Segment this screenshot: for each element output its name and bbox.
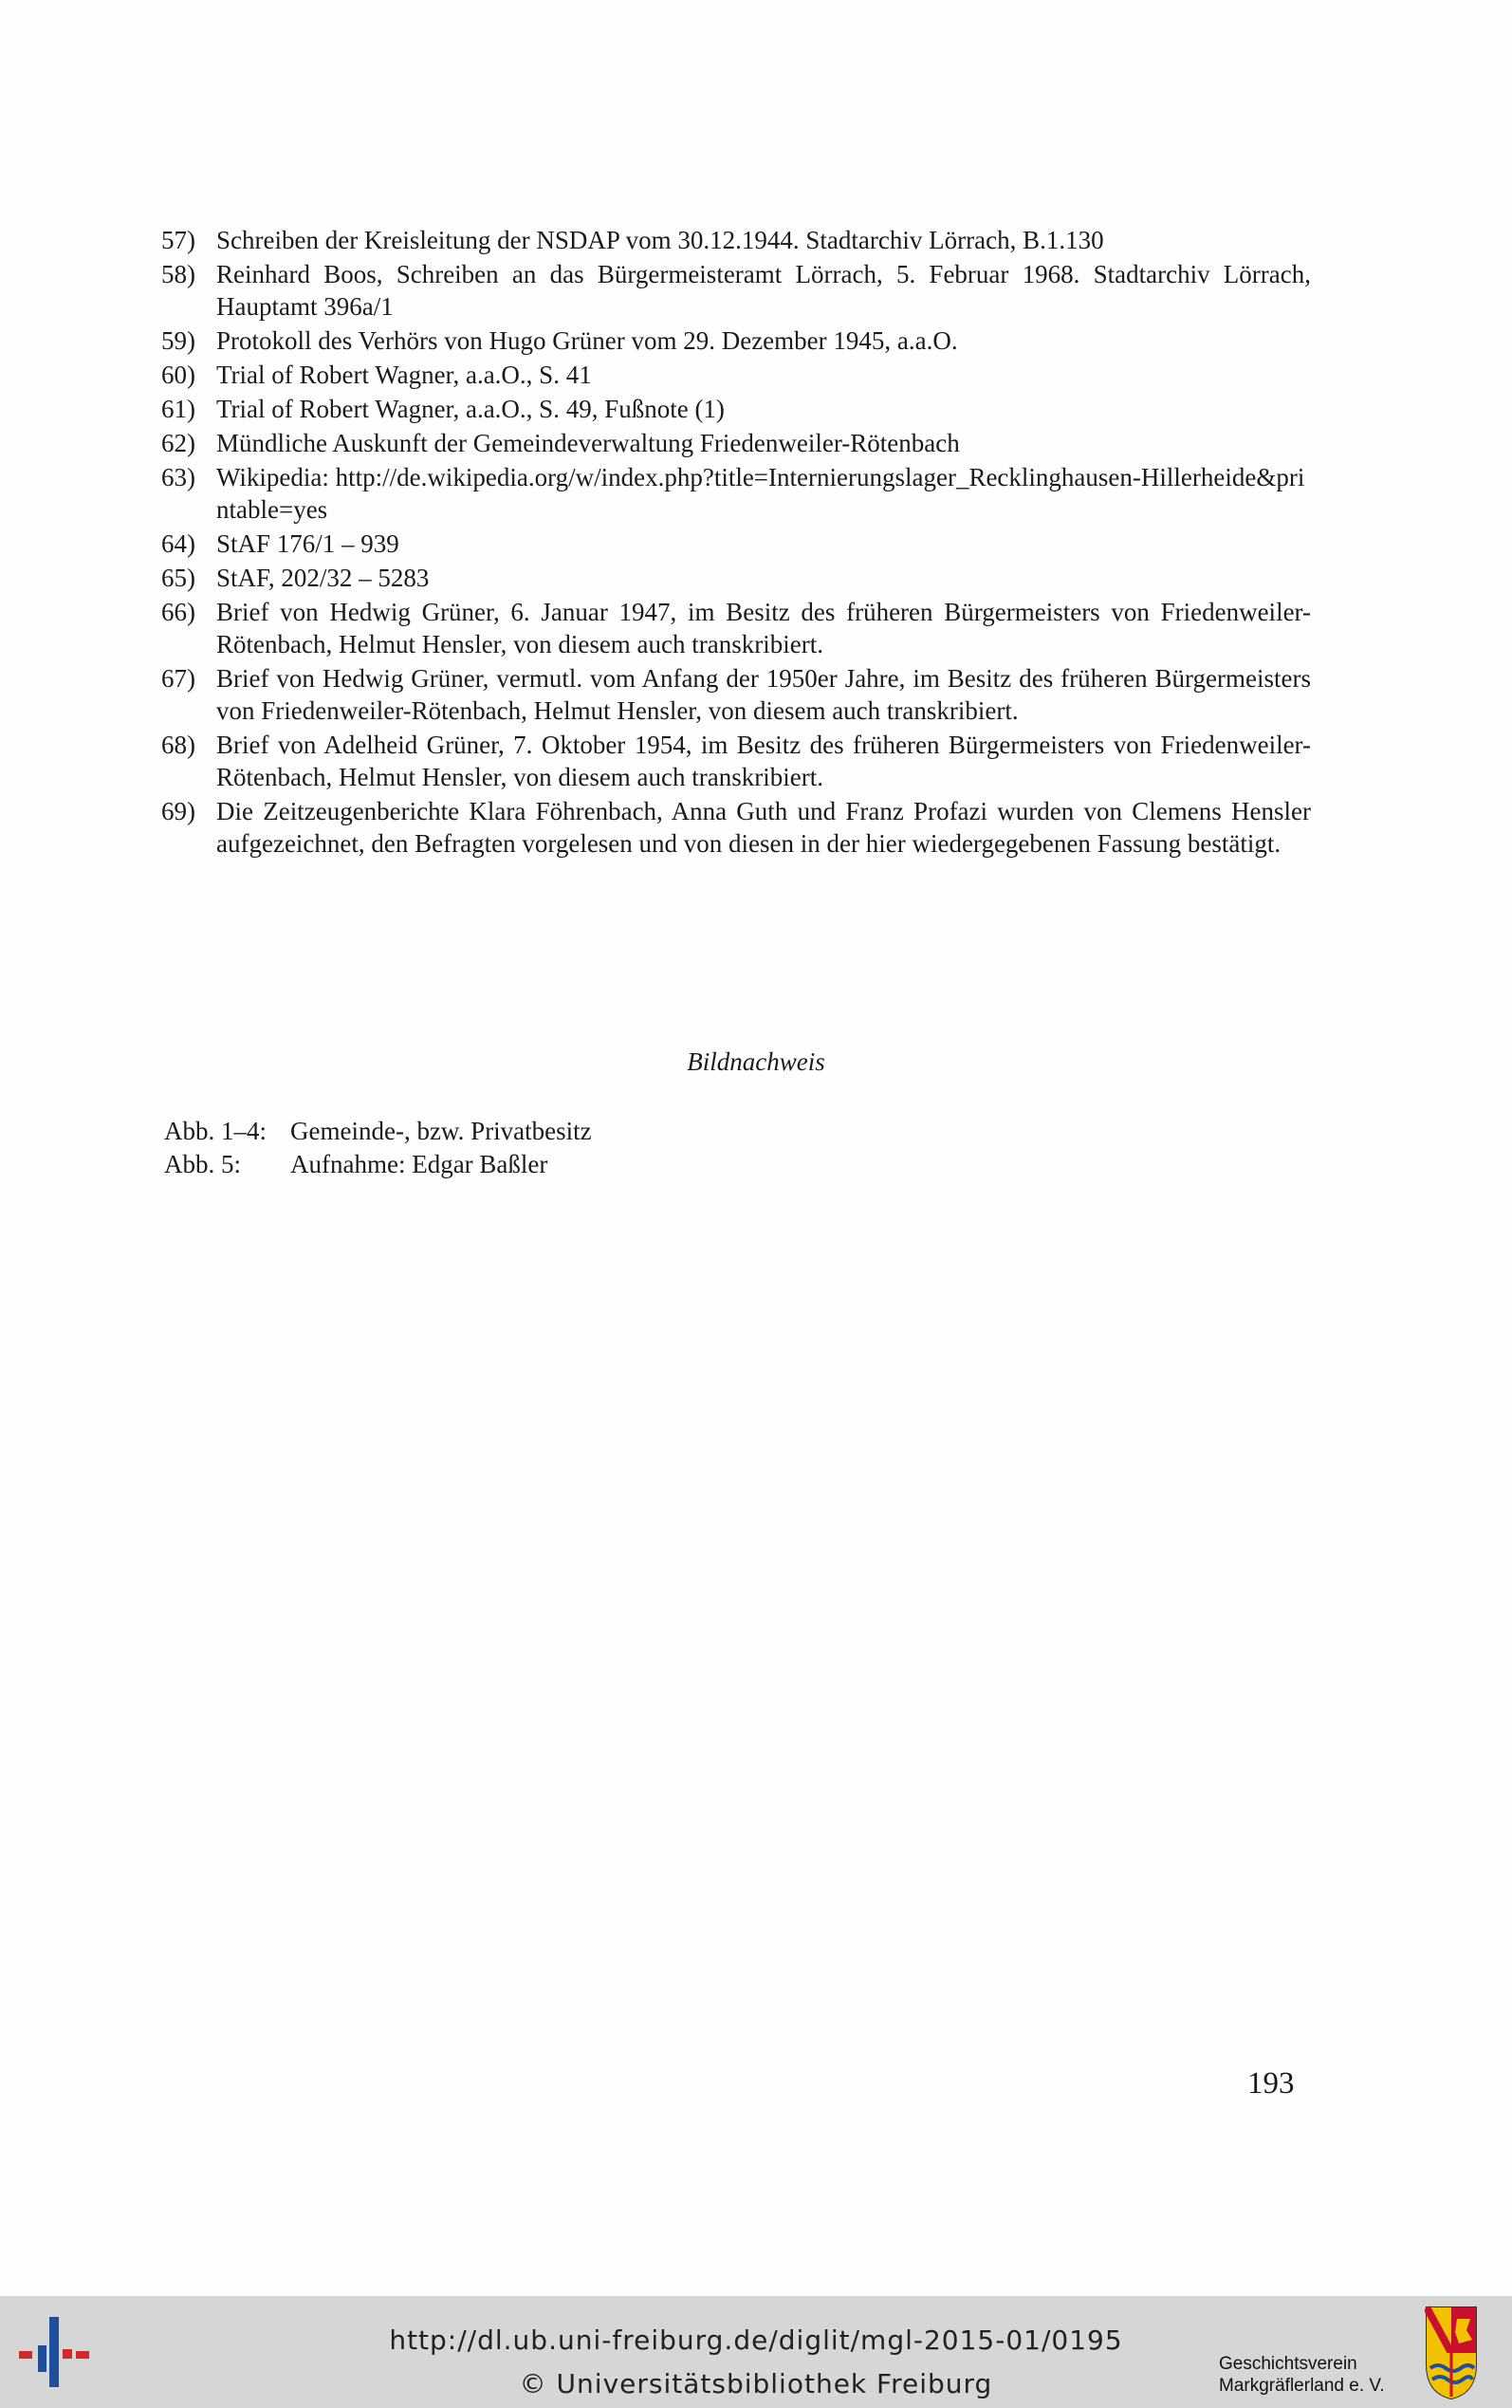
footnote-text: StAF 176/1 – 939 [216,529,399,558]
footnote [161,427,1311,459]
credit-label: Abb. 5: [164,1150,241,1178]
footnote-list [161,224,1311,861]
footnote [161,324,1311,357]
footnote-number: 58) [161,260,195,288]
section-heading: Bildnachweis [687,1047,825,1076]
credit-label: Abb. 1–4: [164,1117,267,1145]
image-credits [164,1115,592,1181]
footer-bar [0,2296,1512,2408]
footer-copyright: © Universitätsbibliothek Freiburg [519,2368,993,2399]
footnote-text: Protokoll des Verhörs von Hugo Grüner vom 29. Dezember 1945, a.a.O. [216,326,958,355]
footnote-number: 62) [161,429,195,457]
footnote-number: 65) [161,564,195,592]
footnote-number: 61) [161,395,195,423]
footer-url-link[interactable]: http://dl.ub.uni-freiburg.de/diglit/mgl-2015-01/0195 [389,2325,1123,2356]
credit-text: Gemeinde-, bzw. Privatbesitz [290,1117,592,1145]
footnote [161,662,1311,727]
footnote-text: Brief von Hedwig Grüner, vermutl. vom Anfang der 1950er Jahre, im Besitz des früheren Bürgermeisters von Friedenweiler-Rötenbach, Helmut Hensler, von diesem auch transkribiert. [216,664,1311,725]
footnote-text: Trial of Robert Wagner, a.a.O., S. 49, Fußnote (1) [216,395,725,423]
footnote [161,258,1311,323]
footnote [161,461,1311,526]
footnote-number: 59) [161,326,195,355]
footnote-text: Wikipedia: http://de.wikipedia.org/w/index.php?title=Internierungslager_Recklinghausen-Hillerheide&printable=yes [216,463,1305,524]
footnote-number: 68) [161,731,195,759]
society-line-2: Markgräflerland e. V. [1219,2376,1385,2396]
footnote-text: Trial of Robert Wagner, a.a.O., S. 41 [216,361,592,389]
footnote-text: StAF, 202/32 – 5283 [216,564,430,592]
footnote-text: Schreiben der Kreisleitung der NSDAP vom 30.12.1944. Stadtarchiv Lörrach, B.1.130 [216,226,1104,254]
footnote-number: 69) [161,797,195,825]
footnote [161,359,1311,391]
footnote-number: 57) [161,226,195,254]
markgraeflerland-crest-icon [1425,2306,1478,2400]
society-line-1: Geschichtsverein [1219,2354,1357,2374]
footnote-text: Reinhard Boos, Schreiben an das Bürgermeisteramt Lörrach, 5. Februar 1968. Stadtarchiv Lörrach, Hauptamt 396a/1 [216,260,1311,321]
footnote-text: Brief von Adelheid Grüner, 7. Oktober 1954, im Besitz des früheren Bürgermeisters von Friedenweiler-Rötenbach, Helmut Hensler, von diesem auch transkribiert. [216,731,1311,791]
footnote-text: Brief von Hedwig Grüner, 6. Januar 1947, im Besitz des früheren Bürgermeisters von Friedenweiler-Rötenbach, Helmut Hensler, von diesem auch transkribiert. [216,598,1311,658]
footnote [161,528,1311,560]
society-name [1219,2353,1385,2397]
footnote [161,596,1311,660]
footnote-number: 64) [161,529,195,558]
footnote-number: 63) [161,463,195,491]
footnote [161,393,1311,425]
footnote [161,562,1311,594]
footnote-number: 66) [161,598,195,626]
credit-row [164,1148,592,1181]
footnote [161,795,1311,860]
footnote [161,729,1311,793]
footnote [161,224,1311,256]
footnote-text: Die Zeitzeugenberichte Klara Föhrenbach, Anna Guth und Franz Profazi wurden von Clemens Hensler aufgezeichnet, den Befragten vorgelesen und von diesen in der hier wiedergegebenen Fassung bestätigt. [216,797,1311,858]
footnote-number: 60) [161,361,195,389]
page-number: 193 [1247,2066,1295,2101]
credit-text: Aufnahme: Edgar Baßler [290,1150,548,1178]
footnote-number: 67) [161,664,195,693]
credit-row [164,1115,592,1148]
footnote-text: Mündliche Auskunft der Gemeindeverwaltung Friedenweiler-Rötenbach [216,429,960,457]
